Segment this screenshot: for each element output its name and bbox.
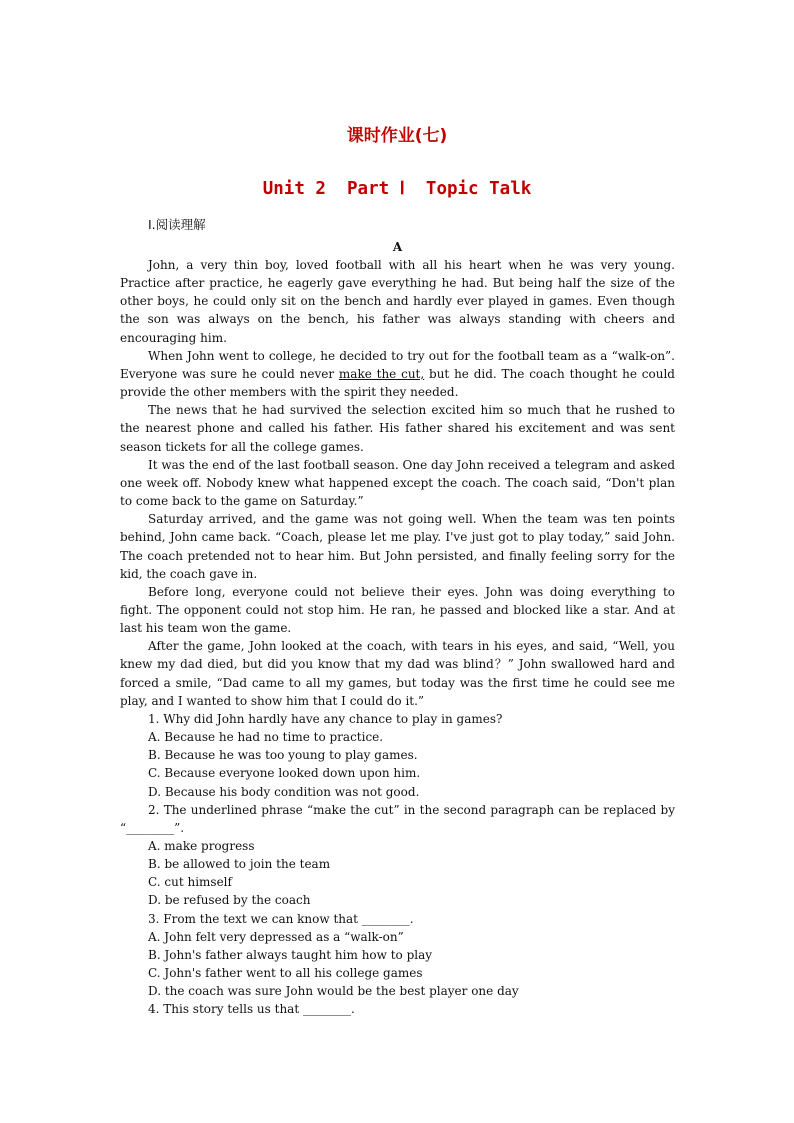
unit-title: Unit 2 Part Ⅰ Topic Talk bbox=[262, 179, 532, 199]
passage-paragraph-3: The news that he had survived the selection excited him so much that he rushed to the nearest phone and called his father. His father shared his excitement and was sent season tickets for all the college games. bbox=[120, 403, 675, 454]
option-d: D. Because his body condition was not good. bbox=[148, 784, 420, 799]
passage-paragraph-6: Before long, everyone could not believe their eyes. John was doing everything to fight. The opponent could not stop him. He ran, he passed and blocked like a star. And at last his team won the game. bbox=[120, 584, 675, 636]
option-c: C. Because everyone looked down upon him. bbox=[148, 766, 421, 781]
passage-paragraph-1: John, a very thin boy, loved football with all his heart when he was very young. Practice after practice, he eagerly gave everything he had. But being half the size of the other boys, he could only sit on the bench and hardly ever played in games. Even though the son was always on the bench, his father was always standing with cheers and encouraging him. bbox=[120, 258, 675, 345]
option-b: B. John's father always taught him how to play bbox=[148, 947, 433, 962]
option-d: D. the coach was sure John would be the best player one day bbox=[148, 984, 519, 999]
passage-label: A bbox=[392, 240, 403, 254]
question-stem: 3. From the text we can know that ________. bbox=[148, 911, 414, 926]
passage-paragraph-4: It was the end of the last football season. One day John received a telegram and asked one week off. Nobody knew what happened except the coach. The coach said, “Don't plan to come back to the game on Saturday.” bbox=[120, 457, 675, 509]
option-c: C. John's father went to all his college games bbox=[148, 966, 423, 981]
passage-paragraph-7: After the game, John looked at the coach, with tears in his eyes, and said, “Well, you knew my dad died, but did you know that my dad was blind？” John swallowed hard and forced a smile, “Dad came to all my games, but today was the first time he could see me play, and I wanted to show him that I could do it.” bbox=[120, 639, 675, 708]
passage-paragraph-5: Saturday arrived, and the game was not going well. When the team was ten points behind, John came back. “Coach, please let me play. I've just got to play today,” said John. The coach pretended not to hear him. But John persisted, and finally feeling sorry for the kid, the coach gave in. bbox=[120, 512, 675, 581]
question-stem: 2. The underlined phrase “make the cut” in the second paragraph can be replaced by “________”. bbox=[120, 802, 675, 835]
option-a: A. Because he had no time to practice. bbox=[148, 730, 384, 745]
option-a: A. make progress bbox=[148, 839, 255, 853]
section-heading: Ⅰ.阅读理解 bbox=[148, 217, 206, 232]
option-d: D. be refused by the coach bbox=[148, 893, 311, 908]
passage-paragraph-2 bbox=[120, 347, 675, 401]
question-1 bbox=[120, 710, 675, 801]
underlined-phrase: make the cut, bbox=[338, 366, 425, 381]
question-stem: 1. Why did John hardly have any chance to play in games? bbox=[148, 711, 503, 726]
option-b: B. Because he was too young to play games. bbox=[148, 748, 418, 763]
page-title: 课时作业(七) bbox=[346, 126, 448, 146]
paragraph-text: but he did. The coach thought he could provide the other members with the spirit they needed. bbox=[120, 366, 675, 400]
content-area bbox=[120, 216, 675, 1019]
paragraph-text: When John went to college, he decided to try out for the football team as a “walk-on”. Everyone was sure he could never bbox=[120, 348, 675, 381]
question-2 bbox=[120, 801, 675, 910]
option-a: A. John felt very depressed as a “walk-on” bbox=[148, 929, 404, 944]
option-c: C. cut himself bbox=[148, 875, 232, 890]
option-b: B. be allowed to join the team bbox=[148, 857, 331, 872]
question-4 bbox=[120, 1000, 675, 1018]
question-3 bbox=[120, 910, 675, 1001]
question-stem: 4. This story tells us that ________. bbox=[148, 1002, 355, 1017]
